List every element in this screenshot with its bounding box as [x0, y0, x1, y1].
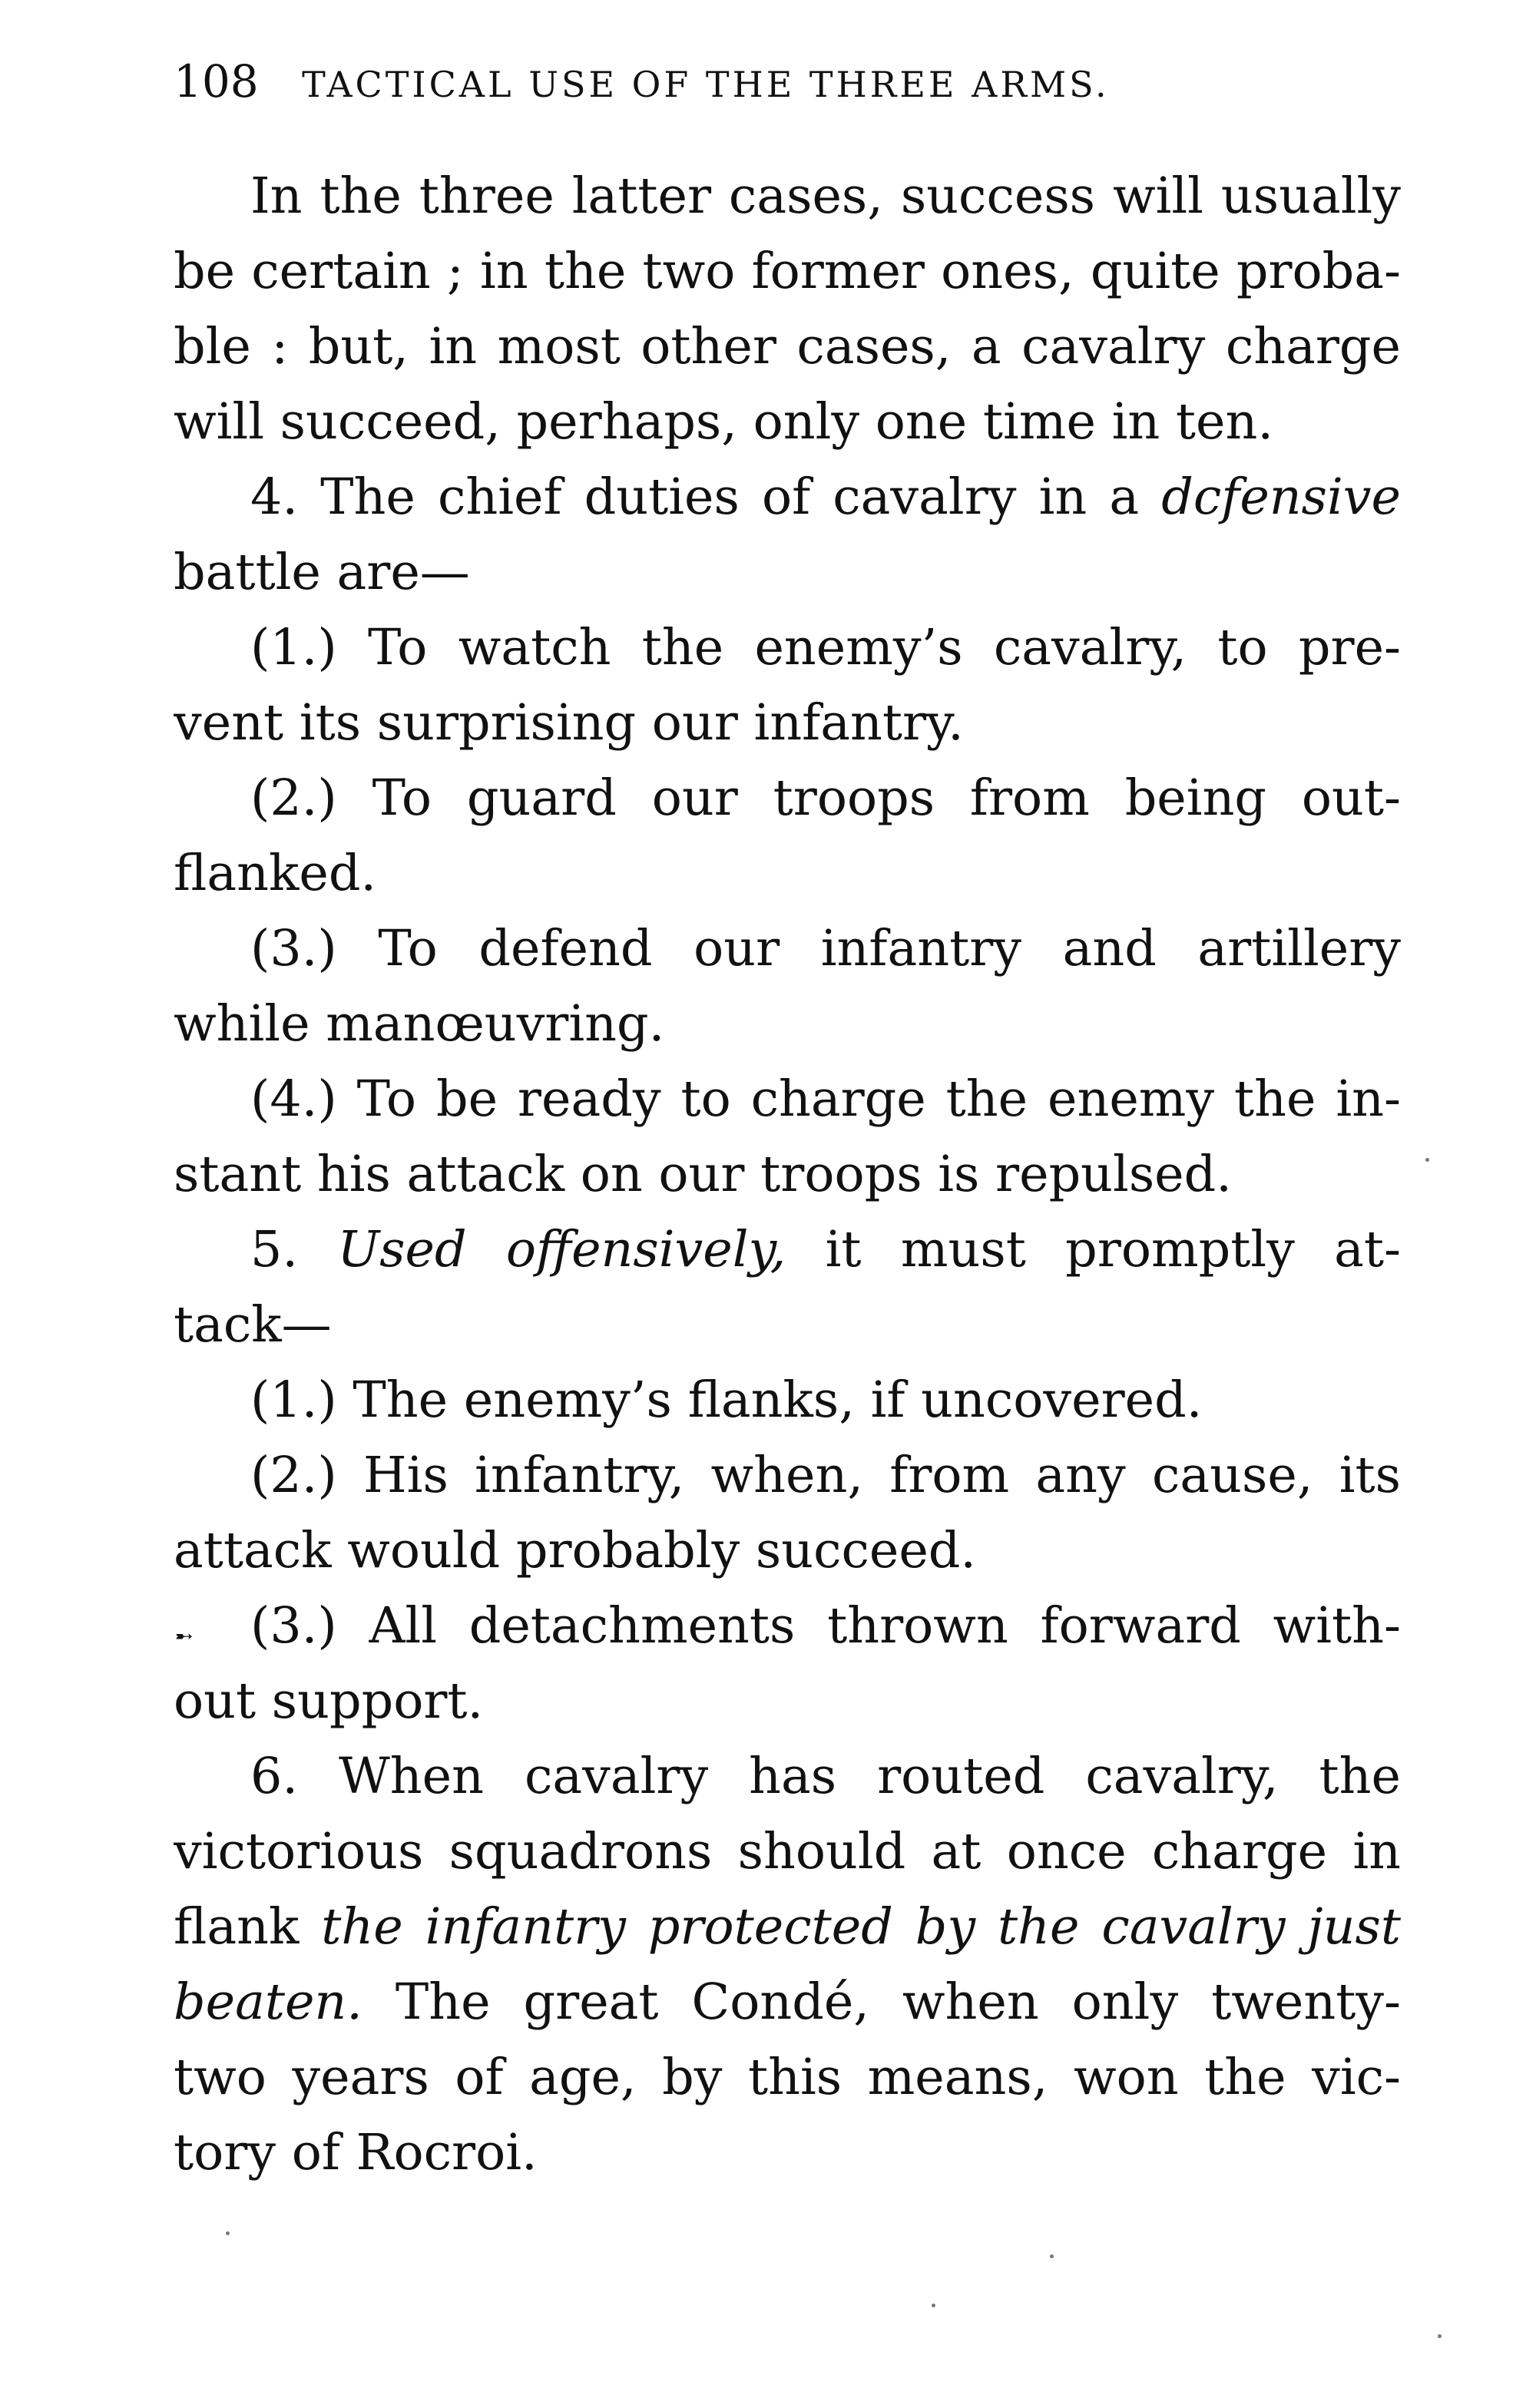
- text-line: be certain ; in the two former ones, quite proba-: [174, 243, 1401, 300]
- text-line: vent its surprising our infantry.: [174, 694, 964, 752]
- text-line: flanked.: [174, 845, 377, 902]
- text-line: out support.: [174, 1672, 484, 1730]
- text-line: will succeed, perhaps, only one time in ten.: [174, 393, 1273, 451]
- text-line: ble : but, in most other cases, a cavalry charge: [174, 318, 1401, 375]
- text-line: [174, 1891, 1401, 1963]
- margin-mark-icon: ➸: [175, 1623, 194, 1649]
- text-line: battle are—: [174, 544, 470, 601]
- text-line: [174, 1966, 1401, 2039]
- text-line: stant his attack on our troops is repulsed.: [174, 1146, 1232, 1203]
- text-line: victorious squadrons should at once charge in: [174, 1823, 1401, 1880]
- running-head: TACTICAL USE OF THE THREE ARMS.: [302, 64, 1110, 105]
- text-run: The great Condé, when only twenty-: [395, 1973, 1401, 2031]
- paper-speck: [226, 2231, 230, 2235]
- text-line: (4.) To be ready to charge the enemy the in-: [250, 1070, 1401, 1128]
- text-run: 4. The chief duties of cavalry in a: [250, 468, 1140, 526]
- text-line: (2.) His infantry, when, from any cause, its: [250, 1447, 1401, 1504]
- text-run: flank: [174, 1898, 300, 1956]
- text-line: (1.) To watch the enemy’s cavalry, to pre-: [250, 619, 1401, 676]
- text-line: attack would probably succeed.: [174, 1522, 977, 1579]
- text-line: while manœuvring.: [174, 995, 665, 1053]
- page-header: [174, 51, 1402, 112]
- paper-speck: [1425, 1158, 1429, 1162]
- italic-text: Used offensively,: [337, 1221, 786, 1278]
- italic-text: the infantry protected by the cavalry just: [321, 1898, 1401, 1956]
- text-run: 5.: [250, 1221, 299, 1278]
- italic-text: beaten.: [174, 1973, 362, 2031]
- text-line: In the three latter cases, success will usually: [250, 167, 1401, 225]
- text-line: (3.) All detachments thrown forward with-: [250, 1597, 1401, 1655]
- italic-text: dcfensive: [1161, 468, 1401, 526]
- text-run: it must promptly at-: [825, 1221, 1401, 1278]
- text-line: [250, 461, 1401, 534]
- text-line: 6. When cavalry has routed cavalry, the: [250, 1748, 1401, 1805]
- page-number: 108: [174, 55, 259, 108]
- text-line: (2.) To guard our troops from being out-: [250, 769, 1401, 827]
- text-line: [250, 1214, 1401, 1286]
- text-line: two years of age, by this means, won the vic-: [174, 2049, 1401, 2106]
- text-line: tack—: [174, 1296, 332, 1354]
- paper-speck: [932, 2304, 935, 2307]
- text-line: (1.) The enemy’s flanks, if uncovered.: [250, 1371, 1203, 1429]
- text-line: tory of Rocroi.: [174, 2124, 538, 2181]
- text-line: (3.) To defend our infantry and artillery: [250, 920, 1401, 977]
- paper-speck: [1438, 2334, 1442, 2338]
- paper-speck: [1050, 2254, 1054, 2258]
